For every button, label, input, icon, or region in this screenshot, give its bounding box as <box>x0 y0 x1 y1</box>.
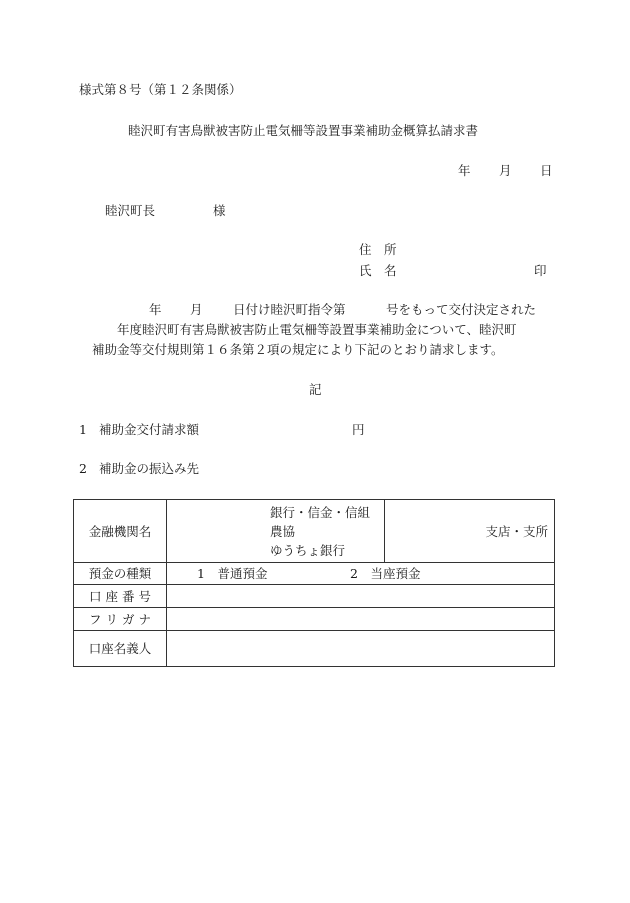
body-month: 月 <box>190 302 203 317</box>
address-label: 住 所 <box>359 242 397 257</box>
institution-row <box>74 500 555 563</box>
deposit-option-current[interactable]: 2 当座預金 <box>350 566 421 581</box>
deposit-type-cell[interactable] <box>167 563 555 585</box>
seal-mark: 印 <box>534 263 547 278</box>
body-number-text: 号をもって交付決定された <box>386 302 537 317</box>
branch-cell[interactable] <box>385 500 555 563</box>
date-year: 年 <box>458 163 471 178</box>
body-line-2: 年度睦沢町有害鳥獣被害防止電気柵等設置事業補助金について、睦沢町 <box>117 322 517 337</box>
form-number: 様式第８号（第１２条関係） <box>79 82 242 97</box>
institution-type-nokyo: 農協 <box>270 523 296 539</box>
account-holder-field[interactable] <box>167 631 555 667</box>
name-label: 氏 名 <box>359 263 397 278</box>
body-year: 年 <box>149 302 162 317</box>
ki-heading: 記 <box>309 382 322 397</box>
account-number-label: 口 座 番 号 <box>74 585 167 608</box>
body-day-text: 日付け睦沢町指令第 <box>233 302 346 317</box>
item1-label: 補助金交付請求額 <box>99 422 200 437</box>
account-holder-row <box>74 631 555 667</box>
date-day: 日 <box>540 163 553 178</box>
document-title: 睦沢町有害鳥獣被害防止電気柵等設置事業補助金概算払請求書 <box>128 123 479 138</box>
institution-type-yucho: ゆうちょ銀行 <box>270 542 346 558</box>
deposit-type-label: 預金の種類 <box>74 563 167 585</box>
item1-unit: 円 <box>352 422 365 437</box>
branch-types: 支店・支所 <box>485 523 548 539</box>
bank-info-table <box>73 499 555 667</box>
deposit-type-row <box>74 563 555 585</box>
account-holder-label: 口座名義人 <box>74 631 167 667</box>
date-month: 月 <box>499 163 512 178</box>
institution-label: 金融機関名 <box>74 500 167 563</box>
furigana-row <box>74 608 555 631</box>
addressee-name: 睦沢町長 <box>105 203 156 218</box>
addressee-honorific: 様 <box>213 203 226 218</box>
body-line-3: 補助金等交付規則第１６条第２項の規定により下記のとおり請求します。 <box>92 342 504 357</box>
institution-cell[interactable] <box>167 500 385 563</box>
item1-number: 1 <box>79 422 87 437</box>
furigana-label: フ リ ガ ナ <box>74 608 167 631</box>
deposit-option-ordinary[interactable]: 1 普通預金 <box>197 566 268 581</box>
institution-type-bank: 銀行・信金・信組 <box>270 504 371 520</box>
account-number-row <box>74 585 555 608</box>
furigana-field[interactable] <box>167 608 555 631</box>
item2-number: 2 <box>79 461 87 476</box>
account-number-field[interactable] <box>167 585 555 608</box>
item2-label: 補助金の振込み先 <box>99 461 200 476</box>
